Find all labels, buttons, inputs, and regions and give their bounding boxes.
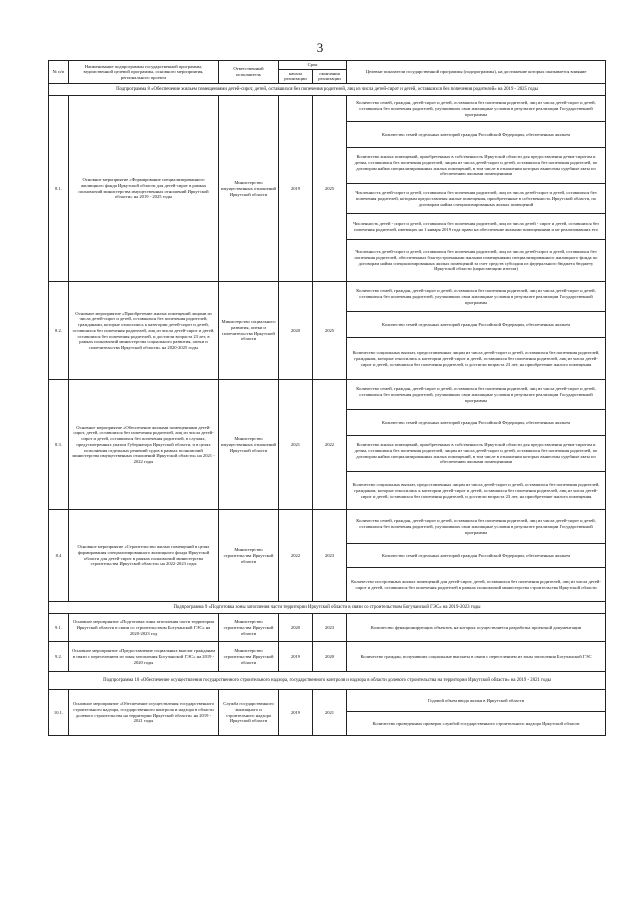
row-activity-name: Основное мероприятие «Обеспечение осуществления государственного строительного надзора, государственного контроля и надзора в области долевого строительства на территории Иркутской области» на 2019 - 2021 годы (69, 690, 219, 736)
row-end-year: 2025 (313, 96, 347, 282)
row-number: 8.3. (49, 380, 69, 510)
section-header-row (49, 84, 606, 96)
row-executor: Министерство имущественных отношений Иркутской области (219, 96, 279, 282)
row-number: 8.4 (49, 510, 69, 602)
col-start: начала реализации (279, 69, 313, 83)
row-start-year: 2019 (279, 690, 313, 736)
section-title: Подпрограмма 8 «Обеспечение жильем помещениями детей-сирот, детей, оставшихся без попечения родителей, лиц из числа детей-сирот и детей, оставшихся без попечения родителей» на 2019 - 2025 годы (49, 84, 606, 96)
row-indicator: Количество семей, граждан, детей-сирот и детей, оставшихся без попечения родителей, лиц из числа детей-сирот и детей, оставшихся без попечения родителей, улучшивших свои жилищные условия в результате реализации Государственной программы (347, 282, 606, 312)
col-num: № п/п (49, 61, 69, 84)
row-end-year: 2023 (313, 510, 347, 602)
row-indicator: Годовой объем ввода жилья в Иркутской области (347, 690, 606, 712)
row-indicator: Количество жилых помещений, приобретенных в собственность Иркутской области для предоставления детям-сиротам и детям, оставшимся без попечения родителей, лицам из числа детей-сирот и детей, оставшихся без попечения родителей, по договорам найма специализированных жилых помещений, в том числе в отношении которых вынесены судебные акты по обеспечению жилыми помещениями (347, 436, 606, 472)
row-indicator: Количество построенных жилых помещений для детей-сирот, детей, оставшихся без попечения родителей, лиц из числа детей-сирот и детей, оставшихся без попечения родителей в рамках полномочий министерства строительства Иркутской области (347, 568, 606, 602)
row-number: 8.1. (49, 96, 69, 282)
row-end-year: 2022 (313, 380, 347, 510)
row-activity-name: Основное мероприятие «Обеспечение жилыми помещениями детей-сирот, детей, оставшихся без попечения родителей, лиц из числа детей-сирот и детей, оставшихся без попечения родителей, в случаях, предусмотренных указом Губернатора Иркутской области, и в целях исполнения отдельных решений судов в рамках полномочий министерства имущественных отношений Иркутской области» на 2021 - 2022 годы (69, 380, 219, 510)
table-row (49, 380, 606, 410)
row-indicator: Количество социальных выплат, предоставленных лицам из числа детей-сирот и детей, оставшихся без попечения родителей, гражданам, которые относились к категории детей-сирот и детей, оставшихся без попечения родителей, лиц из числа детей-сирот и детей, оставшихся без попечения родителей, и достигли возраста 23 лет, на приобретение жилого помещения (347, 472, 606, 510)
row-activity-name: Основное мероприятие «Предоставление социальных выплат гражданам в связи с переселением из зоны затопления Богучанской ГЭС» на 2019 - 2020 годы (69, 642, 219, 672)
row-executor: Служба государственного жилищного и строительного надзора Иркутской области (219, 690, 279, 736)
section-title: Подпрограмма 9 «Подготовка зоны затопления части территории Иркутской области в связи со строительством Богучанской ГЭС» на 2019-2023 годы (49, 602, 606, 614)
section-header-row (49, 672, 606, 690)
row-indicator: Количество семей, граждан, детей-сирот и детей, оставшихся без попечения родителей, лиц из числа детей-сирот и детей, оставшихся без попечения родителей, улучшивших свои жилищные условия в результате реализации Государственной программы (347, 510, 606, 544)
table-body (49, 84, 606, 736)
row-start-year: 2021 (279, 380, 313, 510)
page-number: 3 (316, 40, 324, 55)
row-indicator: Количество проведенных проверок службой государственного строительного надзора Иркутской области (347, 712, 606, 736)
row-end-year: 2021 (313, 690, 347, 736)
row-end-year: 2020 (313, 642, 347, 672)
row-indicator: Количество семей отдельных категорий граждан Российской Федерации, обеспеченных жильем (347, 410, 606, 436)
row-executor: Министерство социального развития, опеки и попечительства Иркутской области (219, 282, 279, 380)
section-header-row (49, 602, 606, 614)
table-row (49, 690, 606, 712)
row-end-year: 2025 (313, 282, 347, 380)
table-row (49, 282, 606, 312)
row-start-year: 2022 (279, 510, 313, 602)
col-executor: Ответственный исполнитель (219, 61, 279, 84)
table-row (49, 510, 606, 544)
row-number: 9.2. (49, 642, 69, 672)
row-executor: Министерство строительства Иркутской области (219, 614, 279, 642)
col-end: окончания реализации (313, 69, 347, 83)
row-executor: Министерство строительства Иркутской области (219, 510, 279, 602)
table-row (49, 642, 606, 672)
row-number: 9.1. (49, 614, 69, 642)
row-end-year: 2023 (313, 614, 347, 642)
col-name: Наименование подпрограммы государственной программы, ведомственной целевой программы, основного мероприятия, регионального проекта (69, 61, 219, 84)
row-activity-name: Основное мероприятие «Подготовка зоны затопления части территории Иркутской области в связи со строительством Богучанской ГЭС» на 2020-2023 год (69, 614, 219, 642)
col-term: Срок (279, 61, 347, 70)
row-indicator: Численность детей-сирот и детей, оставшихся без попечения родителей, лиц из числа детей-сирот и детей, оставшихся без попечения родителей, обеспеченных благоустроенными жилыми помещениями специализированного жилищного фонда по договорам найма специализированных жилых помещений за счет средств субсидии из федерального бюджета бюджету Иркутской области (нарастающим итогом) (347, 240, 606, 282)
row-activity-name: Основное мероприятие «Строительство жилых помещений в целях формирования специализированного жилищного фонда Иркутской области для детей-сирот в рамках полномочий министерства строительства Иркутской области» на 2022-2023 годы (69, 510, 219, 602)
row-indicator: Численность детей - сирот и детей, оставшихся без попечения родителей, лиц из числа детей - сирот и детей, оставшихся без попечения родителей, имеющих на 1 января 2019 года право на обеспечение жилыми помещениями и не реализовавших его (347, 214, 606, 240)
row-indicator: Количество семей отдельных категорий граждан Российской Федерации, обеспеченных жильем (347, 544, 606, 568)
row-indicator: Количество семей отдельных категорий граждан Российской Федерации, обеспеченных жильем (347, 122, 606, 148)
row-start-year: 2019 (279, 642, 313, 672)
row-indicator: Количество семей, граждан, детей-сирот и детей, оставшихся без попечения родителей, лиц из числа детей-сирот и детей, оставшихся без попечения родителей, улучшивших свои жилищные условия в результате реализации Государственной программы (347, 96, 606, 122)
row-indicator: Количество функционирующих объектов, на которых осуществляется разработка проектной документации (347, 614, 606, 642)
table-header-row (49, 61, 606, 70)
table-row (49, 96, 606, 122)
row-indicator: Численность детей-сирот и детей, оставшихся без попечения родителей, лиц из числа детей-сирот и детей, оставшихся без попечения родителей, которым предоставлены жилые помещения, приобретенные в собственность Иркутской области, по договорам найма специализированных жилых помещений (347, 184, 606, 214)
row-start-year: 2020 (279, 282, 313, 380)
program-table (48, 60, 606, 736)
row-start-year: 2019 (279, 96, 313, 282)
row-indicator: Количество социальных выплат, предоставленных лицам из числа детей-сирот и детей, оставшихся без попечения родителей, гражданам, которые относились к категории детей-сирот и детей, оставшихся без попечения родителей, лиц из числа детей-сирот и детей, оставшихся без попечения родителей, и достигли возраста 23 лет, на приобретение жилого помещения (347, 338, 606, 380)
row-executor: Министерство имущественных отношений Иркутской области (219, 380, 279, 510)
row-indicator: Количество семей, граждан, детей-сирот и детей, оставшихся без попечения родителей, лиц из числа детей-сирот и детей, оставшихся без попечения родителей, улучшивших свои жилищные условия в результате реализации Государственной программы (347, 380, 606, 410)
row-number: 10.1. (49, 690, 69, 736)
row-indicator: Количество граждан, получивших социальные выплаты в связи с переселением из зоны затопления Богучанской ГЭС (347, 642, 606, 672)
row-indicator: Количество семей отдельных категорий граждан Российской Федерации, обеспеченных жильем (347, 312, 606, 338)
row-indicator: Количество жилых помещений, приобретенных в собственность Иркутской области для предоставления детям-сиротам и детям, оставшимся без попечения родителей, лицам из числа детей-сирот и детей, оставшихся без попечения родителей, по договорам найма специализированных жилых помещений, в том числе в отношении которых вынесены судебные акты по обеспечению жилыми помещениями (347, 148, 606, 184)
row-activity-name: Основное мероприятие «Формирование специализированного жилищного фонда Иркутской области для детей-сирот в рамках полномочий министерства имущественных отношений Иркутской области» на 2019 - 2025 годы (69, 96, 219, 282)
row-executor: Министерство строительства Иркутской области (219, 642, 279, 672)
table-row (49, 614, 606, 642)
section-title: Подпрограмма 10 «Обеспечение осуществления государственного строительного надзора, государственного контроля и надзора в области долевого строительства на территории Иркутской области» на 2019 - 2021 годы (49, 672, 606, 690)
row-activity-name: Основное мероприятие «Приобретение жилых помещений лицами из числа детей-сирот и детей, оставшихся без попечения родителей, гражданами, которые относились к категории детей-сирот и детей, оставшихся без попечения родителей, лиц из числа детей-сирот и детей, оставшихся без попечения родителей, и достигли возраста 23 лет, в рамках полномочий министерства социального развития, опеки и попечительства Иркутской области» на 2020-2025 годы (69, 282, 219, 380)
row-start-year: 2020 (279, 614, 313, 642)
col-targets: Целевые показатели государственной программы (подпрограммы), на достижение которых оказывается влияние (347, 61, 606, 84)
row-number: 8.2. (49, 282, 69, 380)
